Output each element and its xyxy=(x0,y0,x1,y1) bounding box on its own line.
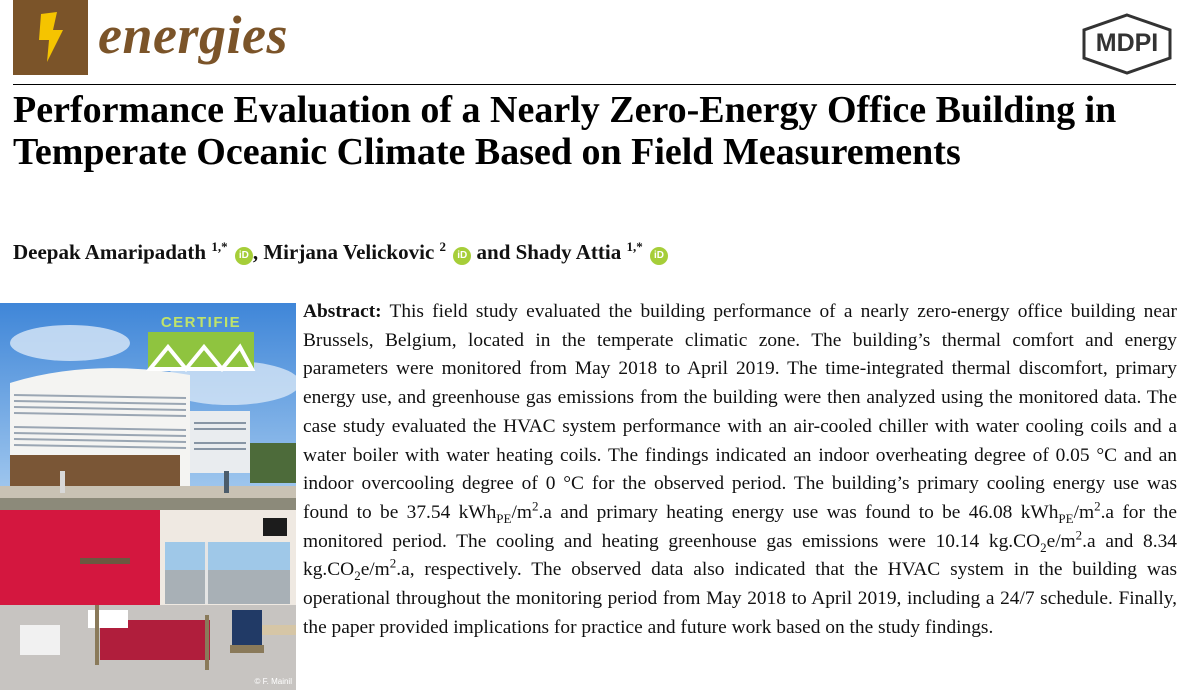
unit-superscript: 2 xyxy=(1075,527,1083,543)
unit-subscript: PE xyxy=(1058,510,1074,526)
orcid-icon[interactable]: iD xyxy=(650,247,668,265)
journal-logo xyxy=(13,0,88,75)
photo-credit: © F. Mainil xyxy=(254,677,292,686)
lightning-bolt-icon xyxy=(13,0,88,75)
abstract-text: .a for the monitored period. The cooling and heating greenhouse gas emissions were 10.14 kg.CO xyxy=(303,501,1177,552)
author-affiliation: 1,* xyxy=(626,239,643,254)
abstract-label: Abstract: xyxy=(303,301,382,322)
author-separator: , xyxy=(252,240,264,264)
abstract-text: e/m xyxy=(360,559,390,581)
orcid-icon[interactable]: iD xyxy=(453,247,471,265)
abstract xyxy=(303,298,1177,642)
author-name[interactable]: Deepak Amaripadath xyxy=(13,240,207,264)
publisher-name: MDPI xyxy=(1095,29,1159,57)
header-divider xyxy=(13,84,1176,85)
author-name[interactable]: Mirjana Velickovic xyxy=(263,240,435,264)
author-list xyxy=(13,240,668,265)
unit-superscript: 2 xyxy=(531,498,539,514)
journal-name: energies xyxy=(98,5,288,65)
unit-subscript: PE xyxy=(496,510,512,526)
orcid-icon[interactable]: iD xyxy=(235,247,253,265)
unit-subscript: 2 xyxy=(354,568,361,584)
certificate-label: CERTIFIE xyxy=(160,314,242,331)
building-exterior-photo xyxy=(0,303,296,510)
author-affiliation: 2 xyxy=(439,239,447,254)
abstract-text: .a and 8.34 kg.CO xyxy=(303,530,1177,581)
unit-superscript: 2 xyxy=(389,555,397,571)
abstract-text: .a and primary heating energy use was found to be 46.08 kWh xyxy=(538,501,1059,523)
unit-superscript: 2 xyxy=(1094,498,1101,514)
abstract-text: /m xyxy=(511,501,532,523)
unit-subscript: 2 xyxy=(1040,539,1047,555)
abstract-text: /m xyxy=(1073,501,1095,523)
abstract-text: .a, respectively. The observed data also indicated that the HVAC system in the building was operational throughout the monitoring period from May 2018 to April 2019, including a 24/7 schedule. Finally, the paper provided implications for practice and future work based on the study findings. xyxy=(303,559,1177,638)
abstract-text: e/m xyxy=(1046,530,1076,552)
interior-room-photo xyxy=(0,510,296,690)
author-separator: and xyxy=(471,240,516,264)
abstract-text: This field study evaluated the building performance of a nearly zero-energy office building near Brussels, Belgium, located in the temperate climatic zone. The building’s thermal comfort and energy parameters were monitored from May 2018 to April 2019. The time-integrated thermal discomfort, primary energy use, and greenhouse gas emissions from the building were then analyzed using the monitored data. The case study evaluated the HVAC system performance with an air-cooled chiller with water cooling coils and a water boiler with water heating coils. The findings indicated an indoor overheating degree of 0.05 °C and an indoor overcooling degree of 0 °C for the observed period. The building’s primary cooling energy use was found to be 37.54 kWh xyxy=(303,301,1177,523)
publisher-logo xyxy=(1080,12,1174,76)
author-affiliation: 1,* xyxy=(211,239,228,254)
author-name[interactable]: Shady Attia xyxy=(515,240,622,264)
article-title: Performance Evaluation of a Nearly Zero-Energy Office Building in Temperate Oceanic Climate Based on Field Measurements xyxy=(13,89,1117,173)
